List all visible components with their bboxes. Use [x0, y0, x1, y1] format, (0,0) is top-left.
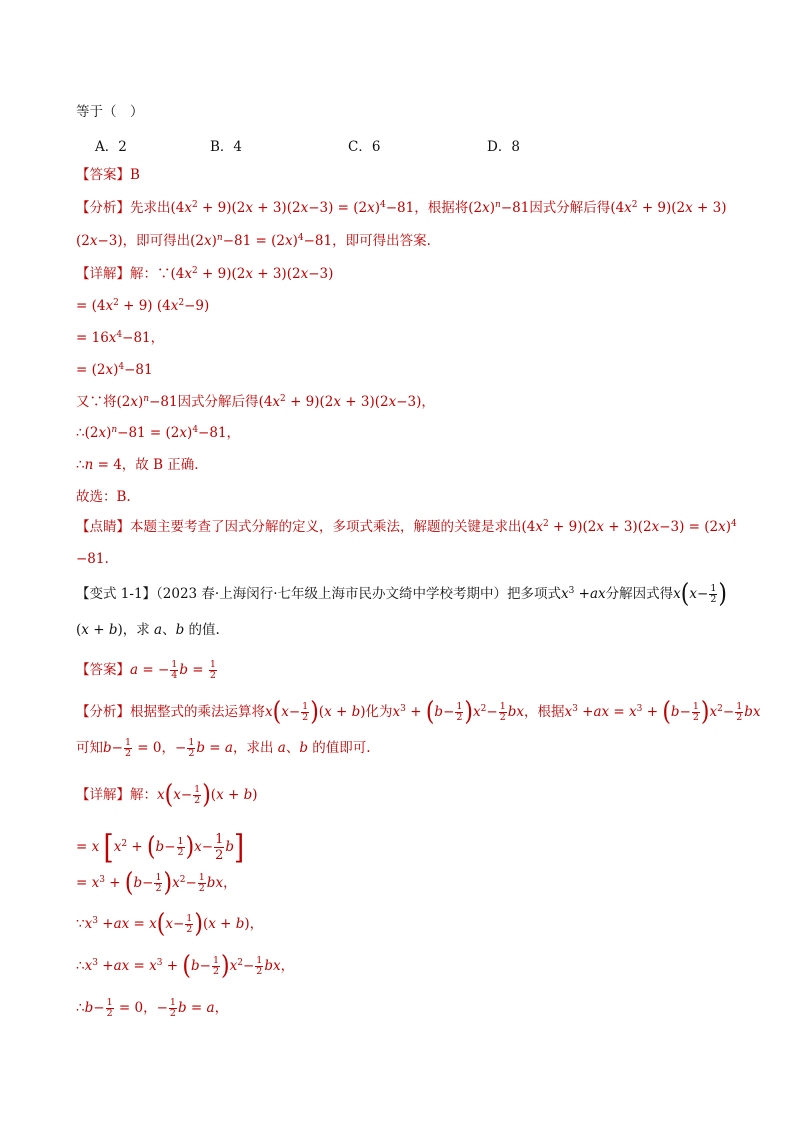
detail-tag: 【详解】 — [76, 266, 130, 282]
answer-line — [76, 166, 140, 184]
variant-tag: 【变式 1-1】 — [76, 586, 157, 602]
choice-c: C．6 — [348, 139, 381, 155]
answer2-line: 【答案】a = − $\frac{1}{4}$ b = $\frac{1}{2}$ — [76, 659, 216, 681]
analysis-line-2: (2x−3)，即可得出$(2x)^n-81 = (2x)^4-81$，即可得出答案. — [76, 233, 431, 249]
choice-b: B．4 — [210, 139, 243, 155]
question-stem-tail: 等于（ ） — [76, 104, 144, 120]
analysis2-line-1: 【分析】根据整式的乘法运算将x(x− $\frac{1}{2}$ )(x + b)化为$x^3 + (b-$ $\frac{1}{2}$ )$x^2-$ $\frac{1}{2}$ bx，根据$x^3 +ax = x^3 + (b-$ $\frac{1}{2}$ )$x^2-$ $\frac{1}{2}$ bx — [76, 696, 761, 727]
detail-line-7: ∴n = 4，故 B 正确. — [76, 457, 199, 473]
analysis-tag: 【分析】 — [76, 200, 130, 216]
analysis-line-1: 【分析】先求出$(4x^2 + 9)(2x + 3)(2x-3) = (2x)^4-81$，根据将$(2x)^n-81$因式分解后得$(4x^2 + 9)(2x + 3)$ — [76, 200, 727, 216]
detail-line-4: = $(2x)^4-81$ — [76, 362, 153, 378]
comment-line-1: 【点睛】本题主要考查了因式分解的定义，多项式乘法，解题的关键是求出$(4x^2 + 9)(2x + 3)(2x-3) = (2x)^4$ — [76, 519, 737, 535]
answer-tag: 【答案】 — [76, 167, 130, 183]
comment-line-2: −81. — [76, 551, 109, 567]
answer-value: B — [130, 167, 140, 183]
detail2-line-2: = x [$x^2 + (b-$ $\frac{1}{2}$ )x− $\frac{1}{2}$ b] — [76, 828, 245, 867]
detail2-line-3: = $x^3 + (b-$ $\frac{1}{2}$ )$x^2-$ $\frac{1}{2}$ bx， — [76, 867, 237, 898]
variant-line-2: (x + b)，求 a、b 的值. — [76, 622, 220, 638]
detail-line-2: = $(4x^2 + 9)$ $(4x^2-9)$ — [76, 298, 210, 314]
analysis2-tag: 【分析】 — [76, 704, 130, 720]
answer2-tag: 【答案】 — [76, 662, 130, 678]
variant-line-1: 【变式 1-1】（2023 春·上海闵行·七年级上海市民办文绮中学校考期中）把多项式$x^3 +ax$分解因式得x(x− $\frac{1}{2}$ ) — [76, 578, 727, 609]
choice-d: D．8 — [487, 139, 520, 155]
detail2-tag: 【详解】 — [76, 787, 130, 803]
choice-a: A．2 — [95, 139, 127, 155]
detail2-line-4: $\because x^3 +ax = x(x-$ $\frac{1}{2}$ )(x + b)， — [76, 908, 264, 939]
variant-source: （2023 春·上海闵行·七年级上海市民办文绮中学校考期中） — [156, 586, 508, 602]
detail2-line-5: $\therefore x^3 +ax = x^3 + (b-$ $\frac{1}{2}$ )$x^2-$ $\frac{1}{2}$ bx， — [76, 950, 295, 981]
detail-line-1: 【详解】解：$\because(4x^2 + 9)(2x + 3)(2x-3)$ — [76, 266, 334, 282]
detail2-line-1: 【详解】解：x(x− $\frac{1}{2}$ )(x + b) — [76, 779, 258, 810]
detail2-line-6: ∴b− $\frac{1}{2}$ = 0，− $\frac{1}{2}$ b = a， — [76, 997, 229, 1019]
analysis2-line-2: 可知b− $\frac{1}{2}$ = 0，− $\frac{1}{2}$ b = a，求出 a、b 的值即可. — [76, 737, 371, 759]
detail-line-6: $\therefore(2x)^n-81 = (2x)^4-81$， — [76, 425, 241, 441]
detail-line-3: = $16x^4-81$， — [76, 330, 165, 346]
comment-tag: 【点睛】 — [76, 519, 130, 535]
detail-line-5: 又∵将$(2x)^n-81$因式分解后得$(4x^2 + 9)(2x + 3)(2x-3)$， — [76, 394, 435, 410]
detail-line-8: 故选：B. — [76, 489, 131, 505]
